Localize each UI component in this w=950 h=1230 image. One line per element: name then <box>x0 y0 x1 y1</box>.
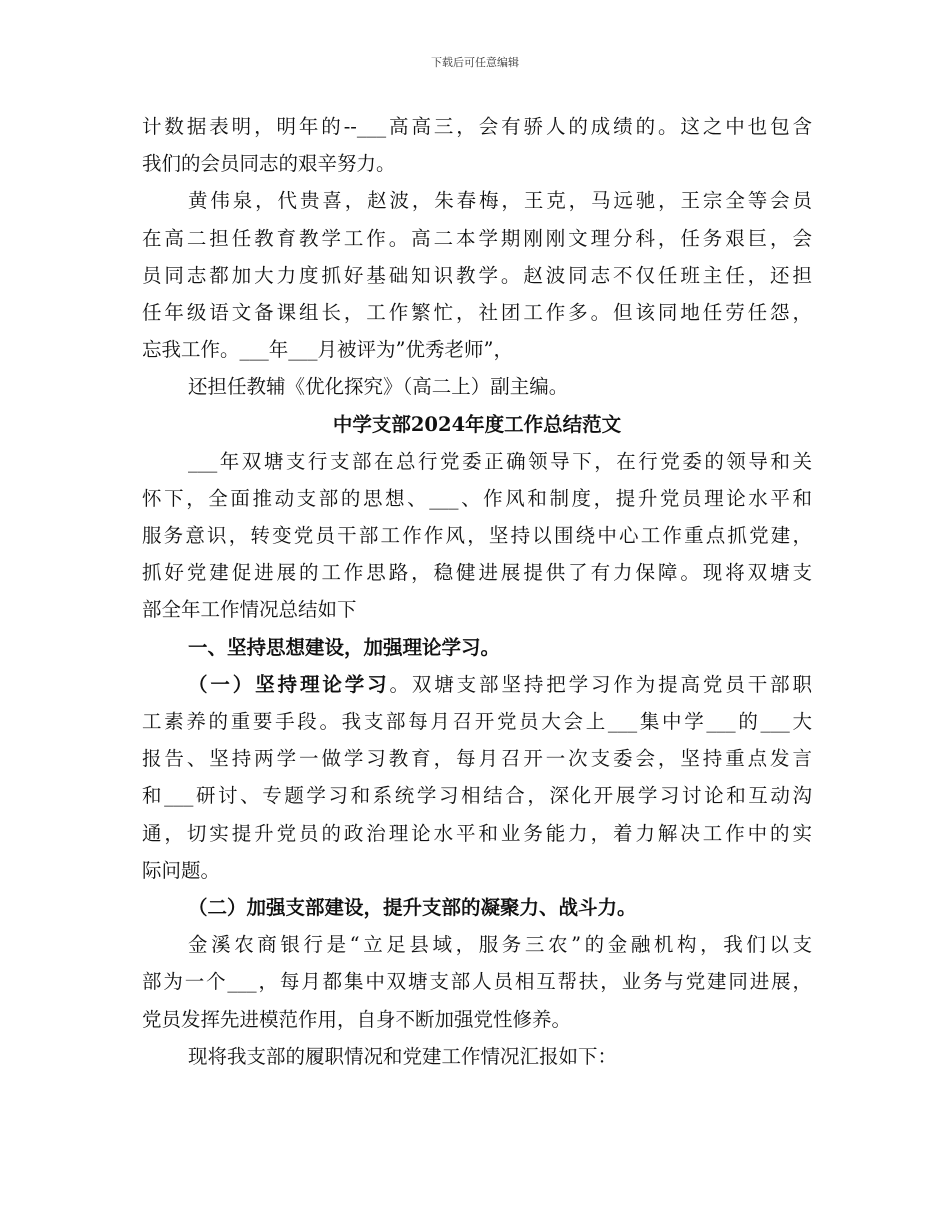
text-line: 现将我支部的履职情况和党建工作情况汇报如下： <box>188 1044 618 1068</box>
text-line: 怀下，全面推动支部的思想、___、作风和制度，提升党员理论水平和 <box>142 486 812 510</box>
heading-line: 一、坚持思想建设，加强理论学习。 <box>188 635 501 659</box>
text-line: 在高二担任教育教学工作。高二本学期刚刚文理分科，任务艰巨，会 <box>142 226 812 250</box>
text-line: 工素养的重要手段。我支部每月召开党员大会上___集中学___的___大 <box>142 710 812 733</box>
text-line: 通，切实提升党员的政治理论水平和业务能力，着力解决工作中的实 <box>142 821 812 845</box>
section-title: 中学支部2024年度工作总结范文 <box>332 412 622 436</box>
inline-heading: （一）坚持理论学习 <box>188 672 390 696</box>
text-line: 报告、坚持两学一做学习教育，每月召开一次支委会，坚持重点发言 <box>142 747 812 771</box>
text-line: ___年双塘支行支部在总行党委正确领导下，在行党委的领导和关 <box>188 449 812 473</box>
text-line: 部全年工作情况总结如下 <box>142 598 357 622</box>
text-line: 和___研讨、专题学习和系统学习相结合，深化开展学习讨论和互动沟 <box>142 784 812 808</box>
document-body <box>142 108 812 1075</box>
text-line: 党员发挥先进模范作用，自身不断加强党性修养。 <box>142 1007 572 1031</box>
text-line: 黄伟泉，代贵喜，赵波，朱春梅，王克，马远驰，王宗全等会员 <box>188 189 812 213</box>
inline-text: 。双塘支部坚持把学习作为提高党员干部职 <box>389 672 812 696</box>
text-line: 员同志都加大力度抓好基础知识教学。赵波同志不仅任班主任，还担 <box>142 263 812 287</box>
text-line: 忘我工作。___年___月被评为”优秀老师”， <box>142 338 513 362</box>
text-line: 我们的会员同志的艰辛努力。 <box>142 152 396 176</box>
heading-line: （二）加强支部建设，提升支部的凝聚力、战斗力。 <box>188 895 637 919</box>
text-line: 部为一个___，每月都集中双塘支部人员相互帮扶，业务与党建同进展， <box>142 970 812 994</box>
text-line: 际问题。 <box>142 858 221 882</box>
text-line: 金溪农商银行是“立足县域，服务三农”的金融机构，我们以支 <box>188 933 812 957</box>
text-line: 还担任教辅《优化探究》（高二上）副主编。 <box>188 375 569 399</box>
page-header: 下载后可任意编辑 <box>431 56 519 69</box>
text-line: 任年级语文备课组长，工作繁忙，社团工作多。但该同地任劳任怨， <box>142 300 812 324</box>
text-line: 抓好党建促进展的工作思路，稳健进展提供了有力保障。现将双塘支 <box>142 561 812 585</box>
text-line <box>142 666 812 703</box>
text-line: 服务意识，转变党员干部工作作风，坚持以围绕中心工作重点抓党建， <box>142 524 812 548</box>
text-line: 计数据表明，明年的--___高高三，会有骄人的成绩的。这之中也包含 <box>142 115 812 138</box>
